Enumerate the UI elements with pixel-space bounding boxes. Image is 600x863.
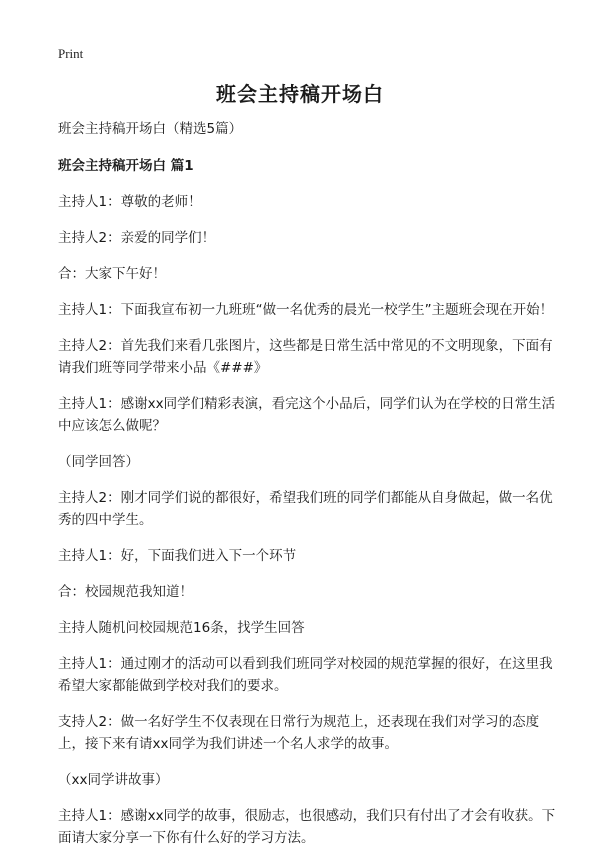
paragraph: 合：大家下午好！ xyxy=(58,266,166,282)
paragraph: 主持人1：下面我宣布初一九班班“做一名优秀的晨光一校学生”主题班会现在开始！ xyxy=(58,302,554,318)
paragraph: 主持人随机问校园规范16条，找学生回答 xyxy=(58,620,305,636)
paragraph: （同学回答） xyxy=(58,454,139,470)
document-body xyxy=(58,118,556,863)
paragraph: 主持人1：通过刚才的活动可以看到我们班同学对校园的规范掌握的很好，在这里我希望大家都能做到学校对我们的要求。 xyxy=(58,656,553,694)
paragraph: 主持人1：好，下面我们进入下一个环节 xyxy=(58,548,297,564)
print-link[interactable]: Print xyxy=(58,46,84,61)
paragraph: 主持人1：感谢xx同学的故事，很励志，也很感动，我们只有付出了才会有收获。下面请大家分享一下你有什么好的学习方法。 xyxy=(58,808,556,846)
paragraph: 主持人2：刚才同学们说的都很好，希望我们班的同学们都能从自身做起，做一名优秀的四中学生。 xyxy=(58,490,553,528)
document-subtitle: 班会主持稿开场白（精选5篇） xyxy=(58,121,243,137)
paragraph: 主持人1：感谢xx同学们精彩表演，看完这个小品后，同学们认为在学校的日常生活中应该怎么做呢？ xyxy=(58,396,556,434)
section-heading: 班会主持稿开场白 篇1 xyxy=(58,158,194,174)
paragraph: 主持人2：亲爱的同学们！ xyxy=(58,230,216,246)
paragraph: 支持人2：做一名好学生不仅表现在日常行为规范上，还表现在我们对学习的态度上，接下来有请xx同学为我们讲述一个名人求学的故事。 xyxy=(58,714,540,752)
paragraph: （xx同学讲故事） xyxy=(58,772,169,788)
paragraph: 主持人1：尊敬的老师！ xyxy=(58,194,202,210)
page-title: 班会主持稿开场白 xyxy=(216,82,384,106)
paragraph: 合：校园规范我知道！ xyxy=(58,584,193,600)
paragraph: 主持人2：首先我们来看几张图片，这些都是日常生活中常见的不文明现象，下面有请我们班等同学带来小品《###》 xyxy=(58,338,553,376)
